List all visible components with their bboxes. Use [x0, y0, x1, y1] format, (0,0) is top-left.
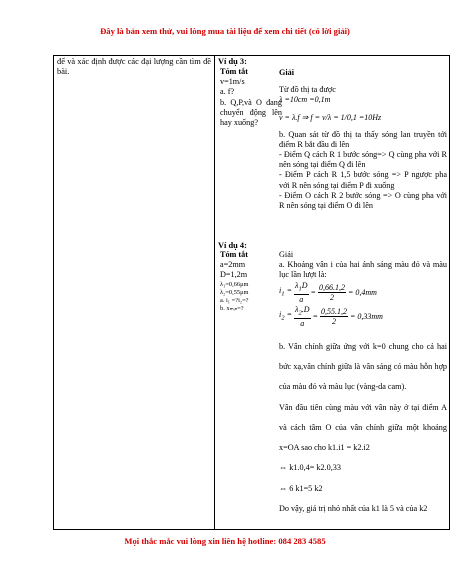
part-a-text: a. Khoảng vân i của hai ánh sáng màu đỏ và màu lục lần lượt là: [279, 260, 447, 280]
solution-paragraph: ⇔ k1.0,4= k2.0,33 [279, 463, 341, 473]
example-4-given-small: b. xₘᵢₙ=? [220, 305, 244, 313]
example-3-given [220, 67, 282, 128]
solution-line: - Điểm O cách R 2 bước sóng => O cùng pha với R nên sóng tại điểm O đi lên [279, 190, 447, 211]
example-4-solution-title: Giải [279, 250, 294, 259]
example-3-given-line: b. Q,P,và O đang chuyển động lên hay xuống? [220, 97, 282, 128]
solution-line: - Điểm Q cách R 1 bước sóng=> Q cùng pha với R nên sóng tại điểm Q đi lên [279, 150, 447, 170]
solution-paragraph: b. Vân chính giữa ứng với k=0 chung cho cả hai bức xạ,vân chính giữa là vân sáng có màu hỗn hợp của màu đỏ và màu lục (vàng-da cam). [279, 341, 447, 392]
example-3-solution-title: Giải [279, 68, 295, 77]
example-4-given-line: a=2mm [220, 260, 246, 270]
example-3-given-title: Tóm tắt [220, 67, 248, 76]
example-4-given-small: λ₂=0,55μm [220, 288, 249, 296]
solution-line: b. Quan sát từ đồ thị ta thấy sóng lan truyền tới điểm R bắt đầu đi lên [279, 129, 447, 149]
column-divider [214, 56, 215, 529]
frequency-formula-text: v = λ.f ⇒ f = v/λ = 1/0,1 =10Hz [279, 112, 382, 122]
example-3-title: Ví dụ 3: [218, 57, 247, 66]
solution-line: Từ đồ thị ta được [279, 85, 336, 95]
example-3-solution [279, 68, 447, 211]
example-4-solution [279, 250, 447, 519]
example-4-title: Ví dụ 4: [218, 241, 247, 250]
fringe-formula-2: $i_2$ = $\frac{\lambda_2.D}{a}$ = $\frac{0,55.1,2}{2}$ = 0,33mm [279, 305, 383, 328]
fringe-result-2: = 0,33mm [349, 311, 383, 321]
preview-notice-banner: Đây là bản xem thử, vui lòng mua tài liệu để xem chi tiết (có lời giải) [100, 26, 350, 36]
example-4-given-small: λ₁=0,66μm [220, 280, 249, 288]
solution-line: - Điểm P cách R 1,5 bước sóng => P ngược pha với R nên sóng tại điểm P đi xuống [279, 170, 447, 190]
example-4-given-small: a. i₁ =?i₂=? [220, 297, 249, 305]
wavelength-value: λ =10cm =0,1m [279, 95, 331, 105]
solution-paragraph: Do vậy, giá trị nhỏ nhất của k1 là 5 và của k2 [279, 503, 428, 513]
example-4-given-line: D=1,2m [220, 270, 248, 280]
solution-paragraph: ⇔ 6 k1=5 k2 [279, 483, 323, 493]
content-table [53, 55, 450, 530]
example-4-given [220, 250, 282, 313]
example-4-given-title: Tóm tắt [220, 250, 248, 259]
frequency-formula [279, 106, 447, 130]
left-column-text: để và xác định được các đại lượng cần tìm đề bài. [57, 57, 211, 76]
fringe-formula-1: $i_1$ = $\frac{\lambda_1D}{a}$ = $\frac{0,66.1,2}{2}$ = 0,4mm [279, 281, 377, 304]
fringe-result-1: = 0,4mm [347, 287, 377, 297]
example-3-given-line: v=1m/s [220, 77, 245, 87]
hotline-banner: Mọi thắc mắc vui lòng xin liên hệ hotline: 084 283 4585 [124, 536, 326, 546]
example-3-given-line: a. f? [220, 87, 235, 97]
solution-paragraph: Vân đầu tiên cùng màu với vân này ở tại điểm A và cách tâm O của vân chính giữa một khoảng x=OA sao cho k1.i1 = k2.i2 [279, 402, 447, 453]
